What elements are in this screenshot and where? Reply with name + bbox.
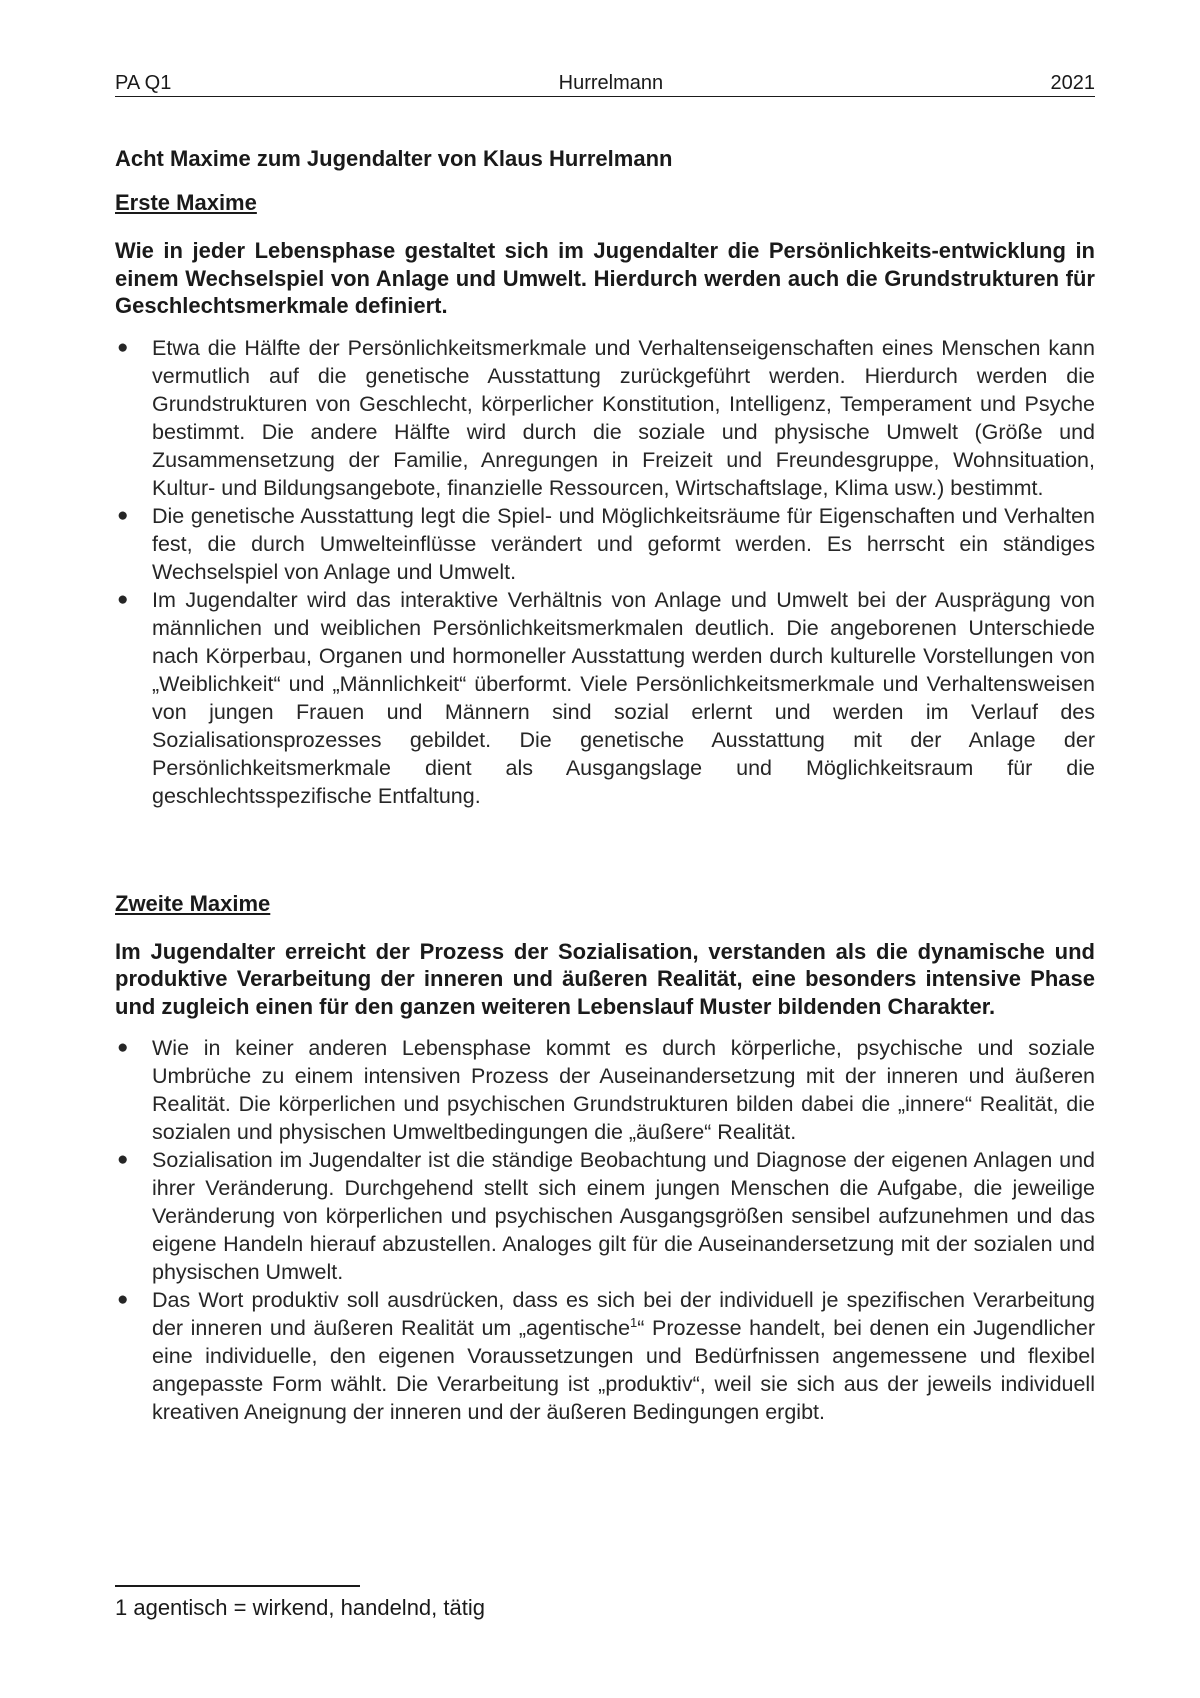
list-item-text: Wie in keiner anderen Lebensphase kommt es durch körperliche, psychische und soziale Umbrüche zu einem intensiven Prozess der Auseinandersetzung mit der inneren und äußeren Realität. Die körperlichen und psychischen Grundstrukturen bilden dabei die „innere“ Realität, die sozialen und physischen Umweltbedingungen die „äußere“ Realität. — [152, 1036, 1095, 1144]
list-item-text — [152, 1288, 1095, 1424]
list-item-text: Im Jugendalter wird das interaktive Verhältnis von Anlage und Umwelt bei der Ausprägung von männlichen und weiblichen Persönlichkeitsmerkmalen deutlich. Die angeborenen Unterschiede nach Körperbau, Organen und hormoneller Ausstattung werden durch kulturelle Vorstellungen von „Weiblichkeit“ und „Männlichkeit“ überformt. Viele Persönlichkeitsmerkmale und Verhaltensweisen von jungen Frauen und Männern sind sozial erlernt und werden im Verlauf des Sozialisationsprozesses gebildet. Die genetische Ausstattung mit der Anlage der Persönlichkeitsmerkmale dient als Ausgangslage und Möglichkeitsraum für die geschlechtsspezifische Entfaltung. — [152, 587, 1095, 808]
section-heading: Zweite Maxime — [115, 890, 271, 916]
bullet-list — [115, 1034, 1095, 1426]
bullet-icon: ● — [117, 1289, 129, 1310]
bullet-icon: ● — [117, 504, 129, 526]
list-item — [115, 502, 1095, 586]
footnote-reference[interactable]: 1 — [630, 1314, 638, 1330]
list-item — [115, 334, 1095, 502]
header-course: PA Q1 — [115, 72, 172, 94]
bullet-icon: ● — [117, 1149, 129, 1170]
page-header — [115, 71, 1095, 97]
list-item-text: Die genetische Ausstattung legt die Spiel- und Möglichkeitsräume für Eigenschaften und Verhalten fest, die durch Umwelteinflüsse verändert und geformt werden. Es herrscht ein ständiges Wechselspiel von Anlage und Umwelt. — [152, 503, 1095, 584]
header-year: 2021 — [1050, 72, 1095, 94]
bullet-icon: ● — [117, 588, 129, 610]
list-item — [115, 1034, 1095, 1146]
section-thesis: Wie in jeder Lebensphase gestaltet sich im Jugendalter die Persönlichkeits-entwicklung in einem Wechselspiel von Anlage und Umwelt. Hierdurch werden auch die Grundstrukturen für Geschlechtsmerkmale definiert. — [115, 238, 1095, 318]
list-item-text-before: Das Wort produktiv soll ausdrücken, dass es sich bei der individuell je spezifischen Verarbeitung der inneren und äußeren Realität um „agentische — [152, 1288, 1095, 1340]
bullet-icon: ● — [117, 1037, 129, 1058]
header-author: Hurrelmann — [558, 72, 664, 94]
section-thesis: Im Jugendalter erreicht der Prozess der Sozialisation, verstanden als die dynamische und produktive Verarbeitung der inneren und äußeren Realität, eine besonders intensive Phase und zugleich einen für den ganzen weiteren Lebenslauf Muster bildenden Charakter. — [115, 938, 1095, 1019]
list-item — [115, 586, 1095, 810]
list-item-text: Etwa die Hälfte der Persönlichkeitsmerkmale und Verhaltenseigenschaften eines Menschen kann vermutlich auf die genetische Ausstattung zurückgeführt werden. Hierdurch werden die Grundstrukturen von Geschlecht, körperlicher Konstitution, Intelligenz, Temperament und Psyche bestimmt. Die andere Hälfte wird durch die soziale und physische Umwelt (Größe und Zusammensetzung der Familie, Anregungen in Freizeit und Freundesgruppe, Wohnsituation, Kultur- und Bildungsangebote, finanzielle Ressourcen, Wirtschaftslage, Klima usw.) bestimmt. — [152, 335, 1095, 500]
document-body — [115, 140, 1095, 1426]
section-zweite-maxime — [115, 890, 1095, 1427]
section-spacer — [115, 810, 1095, 874]
section-erste-maxime — [115, 189, 1095, 810]
list-item-text: Sozialisation im Jugendalter ist die ständige Beobachtung und Diagnose der eigenen Anlagen und ihrer Veränderung. Durchgehend stellt sich einem jungen Menschen die Aufgabe, die jeweilige Veränderung von körperlichen und psychischen Ausgangsgrößen sensibel aufzunehmen und das eigene Handeln hierauf abzustellen. Analoges gilt für die Auseinandersetzung mit der sozialen und physischen Umwelt. — [152, 1148, 1095, 1284]
list-item — [115, 1146, 1095, 1286]
footnote-divider — [115, 1585, 360, 1587]
document-title: Acht Maxime zum Jugendalter von Klaus Hurrelmann — [115, 146, 673, 171]
list-item-text-after: “ Prozesse handelt, bei denen ein Jugendlicher eine individuelle, den eigenen Voraussetzungen und Bedürfnissen angemessene und flexibel angepasste Form wählt. Die Verarbeitung ist „produktiv“, weil sie sich aus der jeweils individuell kreativen Aneignung der inneren und der äußeren Bedingungen ergibt. — [152, 1316, 1095, 1424]
list-item — [115, 1286, 1095, 1426]
bullet-list — [115, 334, 1095, 810]
bullet-icon: ● — [117, 336, 129, 358]
footnote: 1 agentisch = wirkend, handelnd, tätig — [115, 1595, 485, 1620]
section-heading: Erste Maxime — [115, 190, 257, 215]
